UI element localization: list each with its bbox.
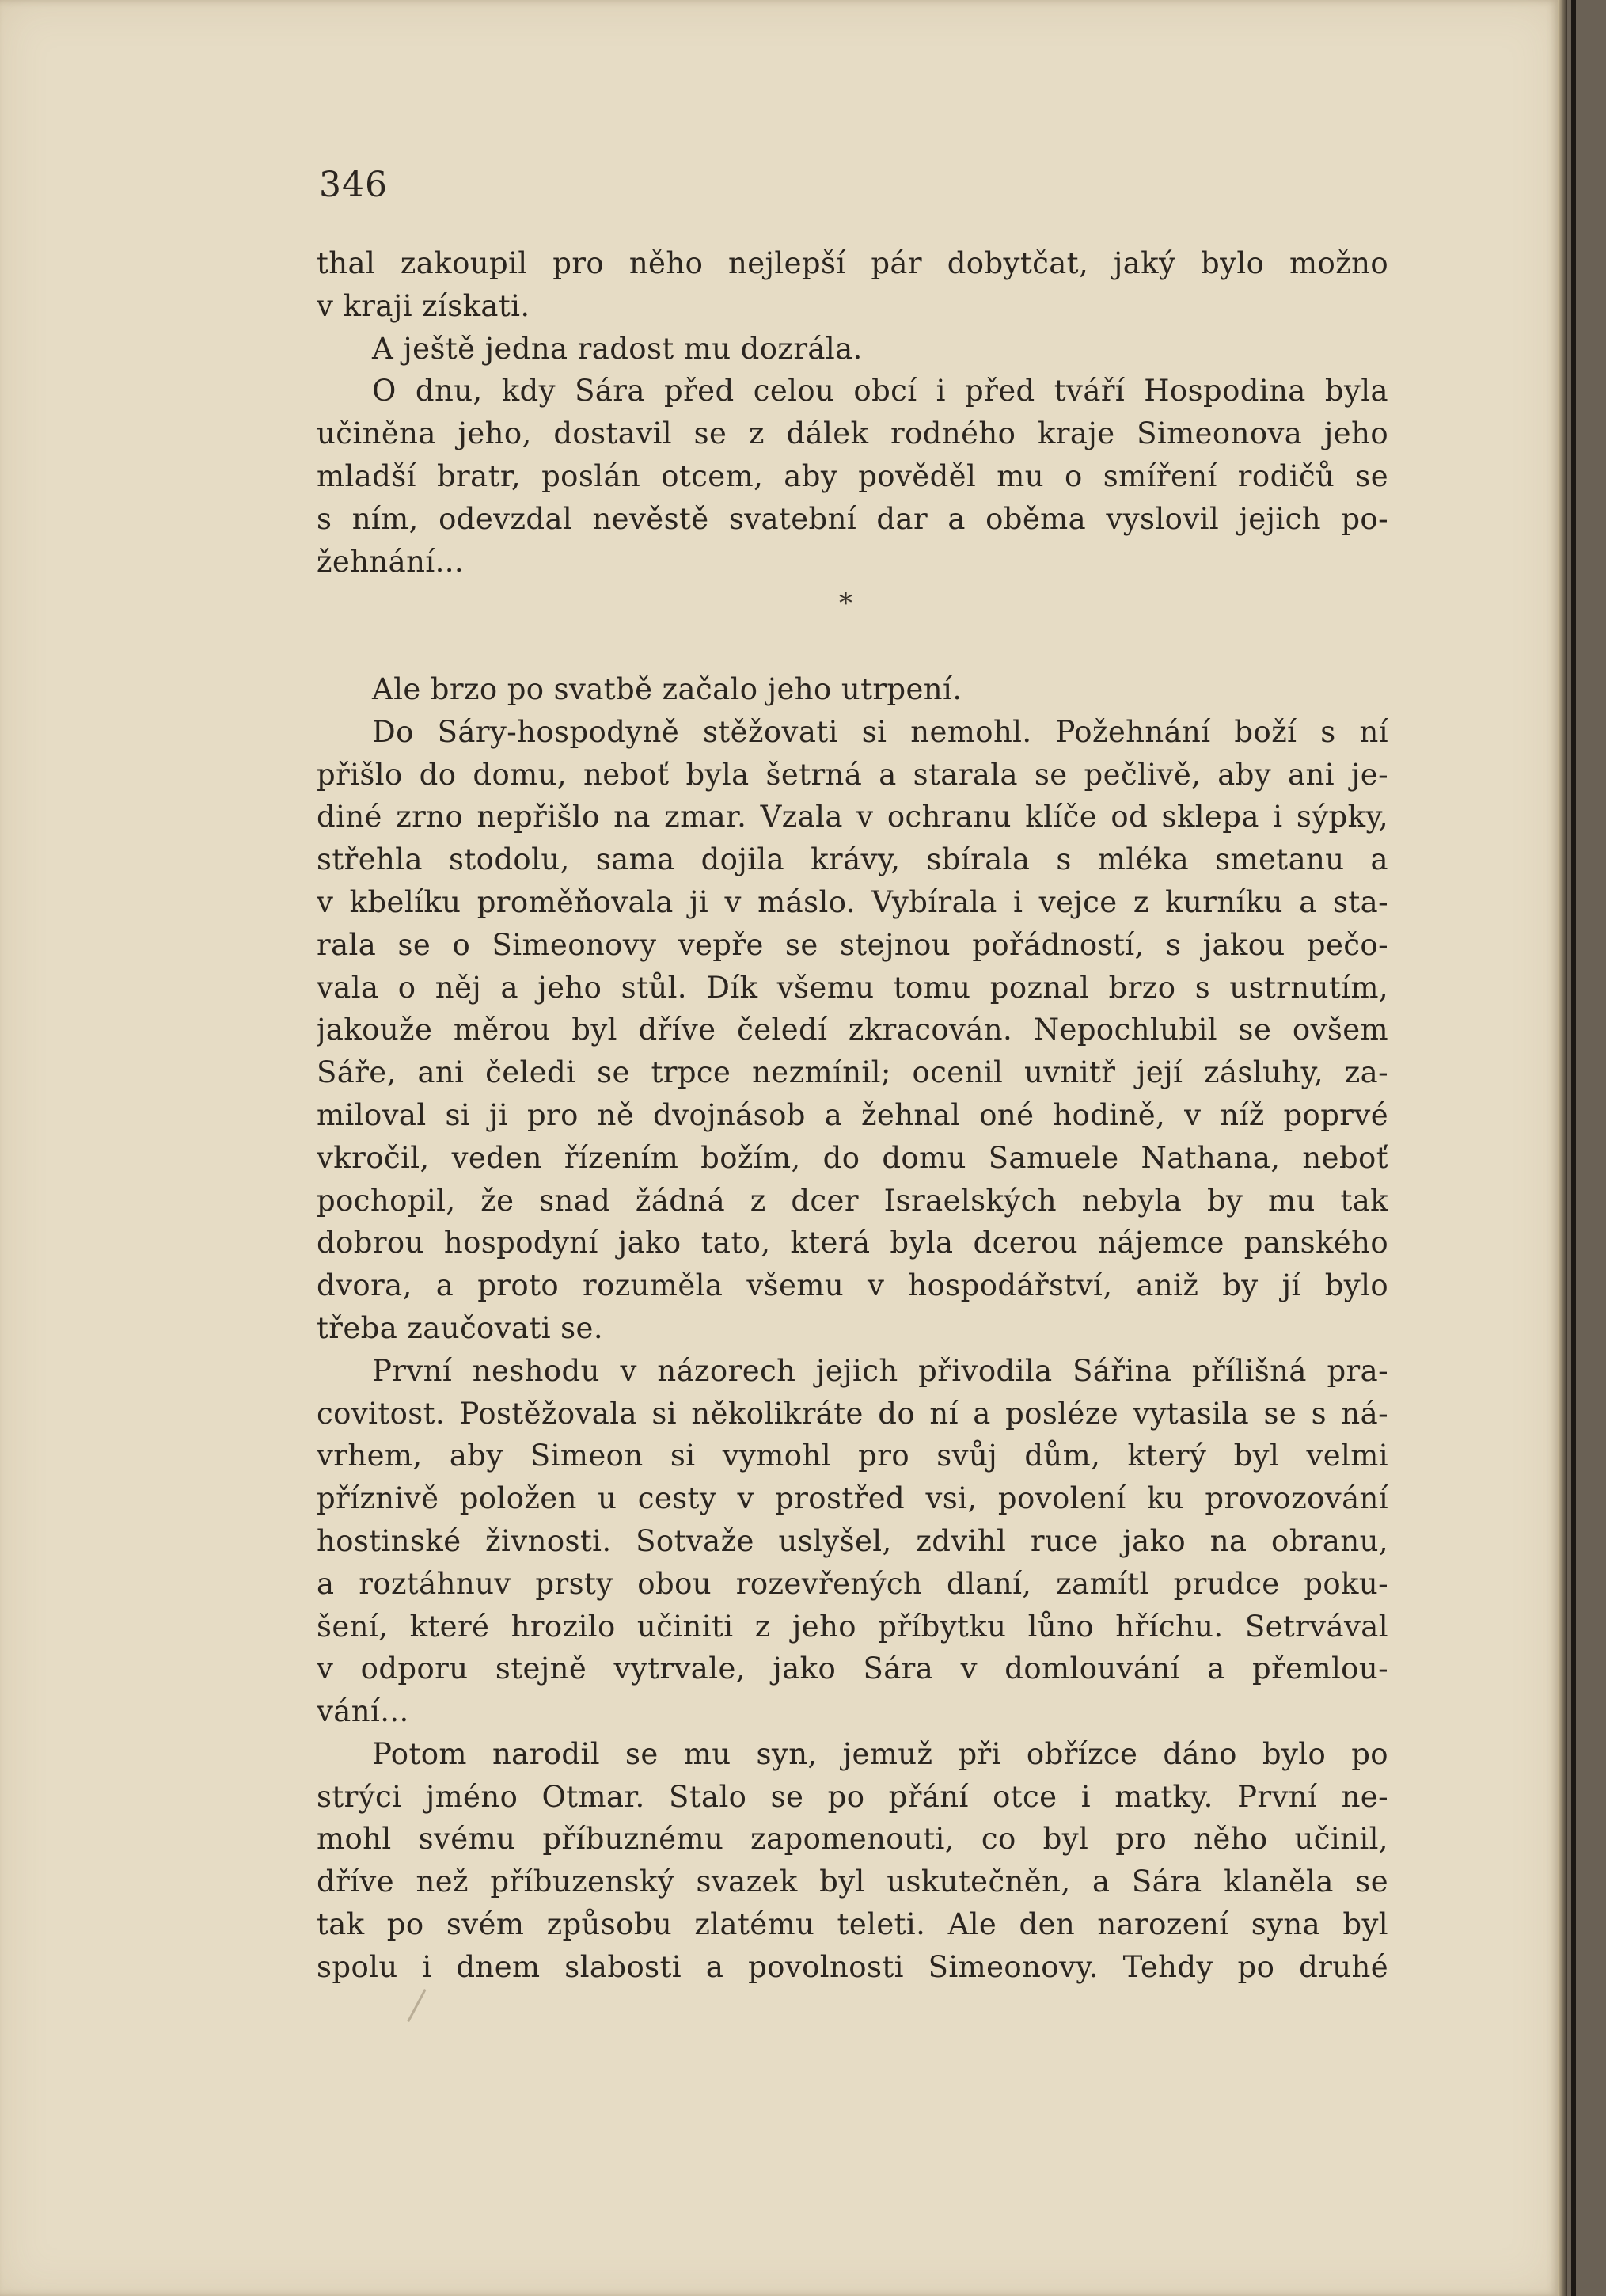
section-separator [317,583,1388,668]
text-line: tak po svém způsobu zlatému teleti. Ale den narození syna byl [317,1907,1388,1942]
text-line: pochopil, že snad žádná z dcer Israelských nebyla by mu tak [317,1183,1388,1218]
text-line: rala se o Simeonovy vepře se stejnou pořádností, s jakou pečo- [317,927,1388,962]
text-line: diné zrno nepřišlo na zmar. Vzala v ochranu klíče od sklepa i sýpky, [317,800,1388,834]
text-line: spolu i dnem slabosti a povolnosti Simeonovy. Tehdy po druhé [317,1949,1388,1984]
text-line: přišlo do domu, neboť byla šetrná a starala se pečlivě, aby ani je- [317,757,1388,792]
text-line: dvora, a proto rozuměla všemu v hospodářství, aniž by jí bylo [317,1268,1388,1303]
text-line: vrhem, aby Simeon si vymohl pro svůj dům, který byl velmi [317,1439,1388,1473]
text-line: v kbelíku proměňovala ji v máslo. Vybírala i vejce z kurníku a sta- [317,884,1388,919]
text-line: jakouže měrou byl dříve čeledí zkracován. Nepochlubil se ovšem [317,1013,1388,1047]
text-line: učiněna jeho, dostavil se z dálek rodného kraje Simeonova jeho [317,416,1388,451]
text-line: thal zakoupil pro něho nejlepší pár dobytčat, jaký bylo možno [317,246,1388,280]
text-line: O dnu, kdy Sára před celou obcí i před tváří Hospodina byla [372,374,1388,409]
text-line: mladší bratr, poslán otcem, aby pověděl mu o smíření rodičů se [317,458,1388,493]
text-line: vání... [317,1694,409,1729]
text-line: Potom narodil se mu syn, jemuž při obřízce dáno bylo po [372,1736,1388,1771]
text-line: miloval si ji pro ně dvojnásob a žehnal oné hodině, v níž poprvé [317,1097,1388,1132]
text-line: A ještě jedna radost mu dozrála. [372,331,863,366]
text-line: Ale brzo po svatbě začalo jeho utrpení. [372,671,962,706]
text-line: mohl svému příbuznému zapomenouti, co byl pro něho učinil, [317,1822,1388,1857]
page-edge-shadow [1558,0,1567,2296]
text-line: dříve než příbuzenský svazek byl uskutečněn, a Sára klaněla se [317,1865,1388,1899]
text-line: v odporu stejně vytrvale, jako Sára v domlouvání a přemlou- [317,1652,1388,1686]
text-line: Do Sáry-hospodyně stěžovati si nemohl. Požehnání boží s ní [372,714,1388,749]
text-line: třeba zaučovati se. [317,1310,604,1345]
body-text [317,242,1388,1989]
text-line: v kraji získati. [317,288,530,323]
paper-blemish [407,1989,426,2022]
text-line: hostinské živnosti. Sotvaže uslyšel, zdvihl ruce jako na obranu, [317,1523,1388,1558]
binding-stripe [1571,0,1576,2296]
text-line: Sáře, ani čeledi se trpce nezmínil; ocenil uvnitř její zásluhy, za- [317,1055,1388,1090]
text-line: šení, které hrozilo učiniti z jeho příbytku lůno hříchu. Setrvával [317,1609,1388,1644]
text-line: střehla stodolu, sama dojila krávy, sbírala s mléka smetanu a [317,842,1388,877]
asterisk-ornament: * [839,587,853,620]
text-line: vkročil, veden řízením božím, do domu Samuele Nathana, neboť [317,1140,1388,1175]
text-line: a roztáhnuv prsty obou rozevřených dlaní, zamítl prudce poku- [317,1566,1388,1601]
text-line: covitost. Postěžovala si několikráte do ní a posléze vytasila se s ná- [317,1396,1388,1431]
text-line: vala o něj a jeho stůl. Dík všemu tomu poznal brzo s ustrnutím, [317,970,1388,1005]
text-line: dobrou hospodyní jako tato, která byla dcerou nájemce panského [317,1226,1388,1260]
text-line: První neshodu v názorech jejich přivodila Sářina přílišná pra- [372,1353,1388,1388]
text-line: strýci jméno Otmar. Stalo se po přání otce i matky. První ne- [317,1779,1388,1814]
page-number: 346 [319,165,388,205]
text-line: s ním, odevzdal nevěstě svatební dar a oběma vyslovil jejich po- [317,501,1388,536]
text-line: příznivě položen u cesty v prostřed vsi, povolení ku provozování [317,1481,1388,1516]
text-line: žehnání... [317,544,465,579]
